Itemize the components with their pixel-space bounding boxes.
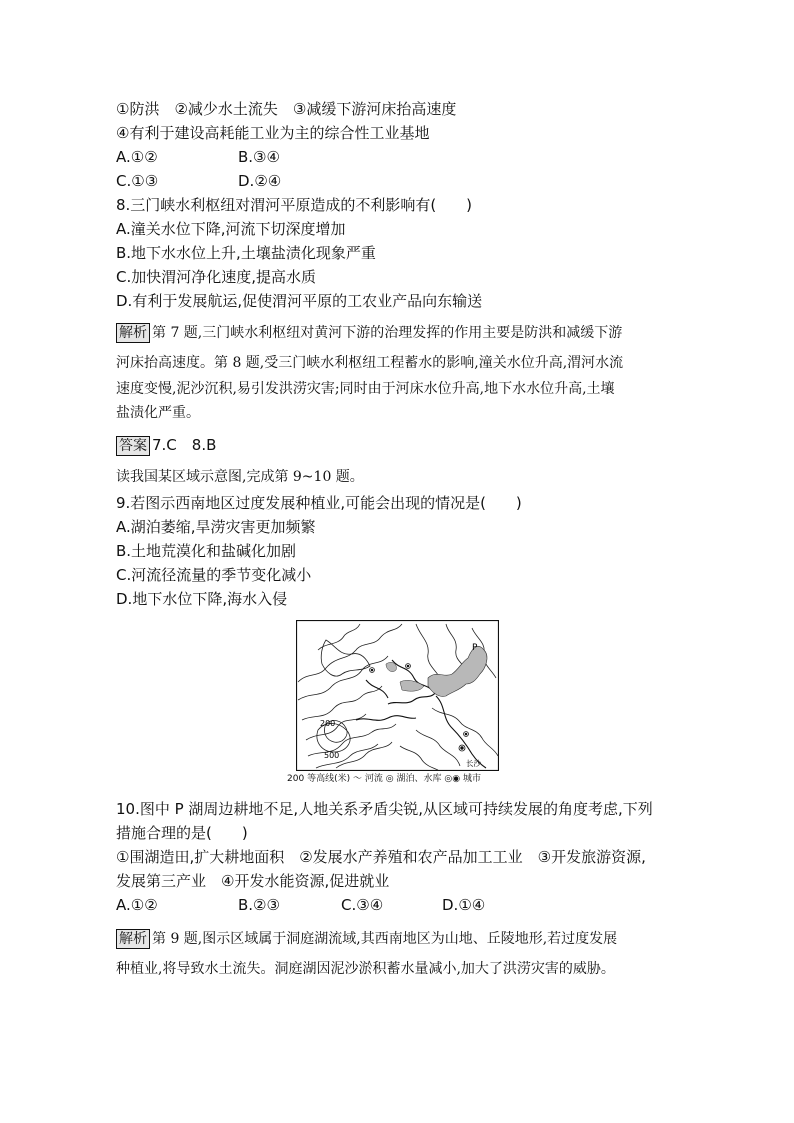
analysis-2-line-2: 种植业,将导致水土流失。洞庭湖因泥沙淤积蓄水量减小,加大了洪涝灾害的威胁。 [116,961,615,977]
q8-option-a[interactable]: A.潼关水位下降,河流下切深度增加 [116,220,346,238]
contour-label-500: 500 [324,751,340,760]
lake-p-label: P [472,643,478,653]
q8-stem: 8.三门峡水利枢纽对渭河平原造成的不利影响有( ) [116,196,473,214]
answer-tag: 答案 [116,436,150,456]
analysis-2-line-1: 解析 第 9 题,图示区域属于洞庭湖流域,其西南地区为山地、丘陵地形,若过度发展 [116,928,617,950]
q9-option-d[interactable]: D.地下水位下降,海水入侵 [116,590,288,608]
q9-option-c[interactable]: C.河流径流量的季节变化减小 [116,566,312,584]
lake-icon: ◎ [385,774,394,784]
q9-option-a[interactable]: A.湖泊萎缩,旱涝灾害更加频繁 [116,518,316,536]
river-icon: 〜 [352,774,362,784]
analysis-2-tag: 解析 [116,929,150,949]
q10-option-b[interactable]: B.②③ [238,896,280,914]
analysis-1-line-3: 速度变慢,泥沙沉积,易引发洪涝灾害;同时由于河床水位升高,地下水水位升高,土壤 [116,381,615,397]
city-icon: ◎◉ [444,774,461,784]
city-label-changsha: 长沙 [466,759,481,768]
q10-statement-line-1: ①围湖造田,扩大耕地面积 ②发展水产养殖和农产品加工工业 ③开发旅游资源, [116,848,646,866]
q10-option-a[interactable]: A.①② [116,896,158,914]
q8-option-b[interactable]: B.地下水水位上升,土壤盐渍化现象严重 [116,244,376,262]
q7-statement-line-2: ④有利于建设高耗能工业为主的综合性工业基地 [116,124,430,142]
q10-statement-line-2: 发展第三产业 ④开发水能资源,促进就业 [116,872,390,890]
q10-option-c[interactable]: C.③④ [341,896,384,914]
legend-lake: 湖泊、水库 [396,774,442,784]
map-question-intro: 读我国某区域示意图,完成第 9~10 题。 [116,469,364,485]
analysis-1-line-4: 盐渍化严重。 [116,405,200,421]
legend-river: 河流 [364,774,383,784]
q10-stem-line-2: 措施合理的是( ) [116,824,248,842]
legend-contour: 等高线(米) [307,774,351,784]
region-map [296,620,499,771]
q7-option-d[interactable]: D.②④ [238,172,282,190]
contour-label-200: 200 [320,719,336,728]
analysis-1-line-2: 河床抬高速度。第 8 题,受三门峡水利枢纽工程蓄水的影响,潼关水位升高,渭河水流 [116,355,624,371]
legend-city: 城市 [462,774,481,784]
answer-line: 答案 7.C 8.B [116,434,216,456]
q7-statement-line-1: ①防洪 ②减少水土流失 ③减缓下游河床抬高速度 [116,100,457,118]
map-legend [287,772,481,786]
q7-option-a[interactable]: A.①② [116,148,158,166]
q10-stem-line-1: 10.图中 P 湖周边耕地不足,人地关系矛盾尖锐,从区域可持续发展的角度考虑,下列 [116,800,653,818]
legend-contour-value: 200 [287,774,305,784]
q9-stem: 9.若图示西南地区过度发展种植业,可能会出现的情况是( ) [116,494,522,512]
q9-option-b[interactable]: B.土地荒漠化和盐碱化加剧 [116,542,297,560]
q7-option-b[interactable]: B.③④ [238,148,280,166]
q7-option-c[interactable]: C.①③ [116,172,159,190]
analysis-1-line-1: 解析 第 7 题,三门峡水利枢纽对黄河下游的治理发挥的作用主要是防洪和减缓下游 [116,322,622,344]
q8-option-d[interactable]: D.有利于发展航运,促使渭河平原的工农业产品向东输送 [116,292,483,310]
q10-option-d[interactable]: D.①④ [442,896,486,914]
q8-option-c[interactable]: C.加快渭河净化速度,提高水质 [116,268,317,286]
analysis-1-tag: 解析 [116,323,150,343]
